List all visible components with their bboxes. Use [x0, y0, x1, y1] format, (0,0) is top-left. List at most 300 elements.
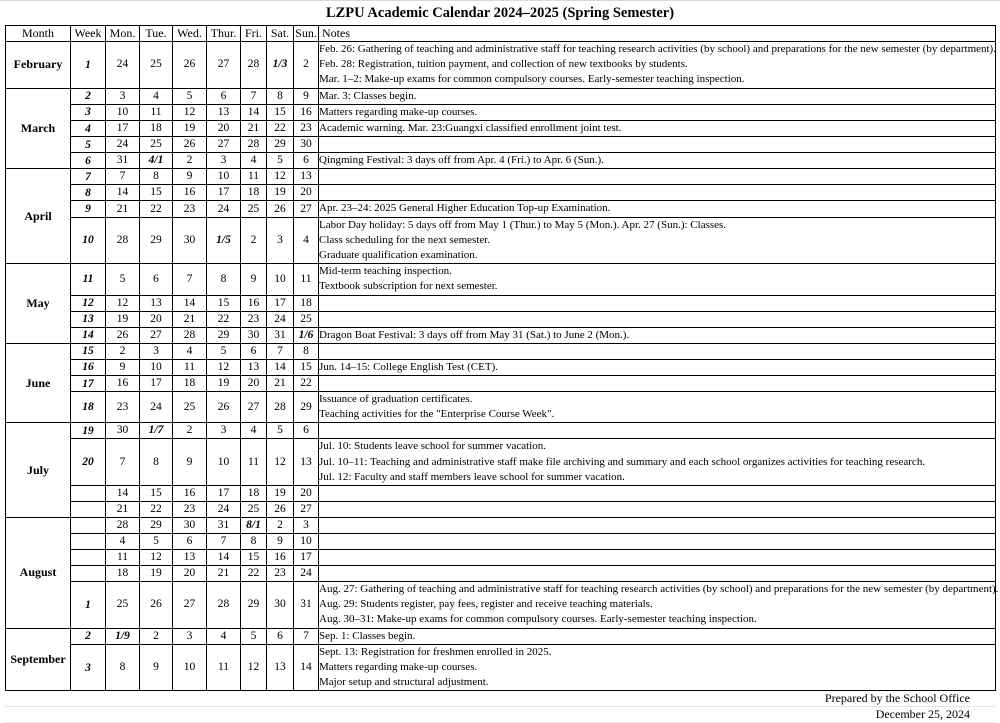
day-cell: 17 [267, 295, 294, 311]
day-cell: 16 [241, 295, 267, 311]
day-cell: 30 [267, 582, 294, 629]
day-cell: 2 [241, 217, 267, 264]
notes-cell [319, 42, 996, 89]
day-cell: 21 [267, 376, 294, 392]
calendar-row [6, 311, 996, 327]
week-cell: 15 [71, 343, 106, 359]
day-cell: 24 [106, 137, 140, 153]
week-cell: 16 [71, 359, 106, 375]
note-line: Textbook subscription for next semester. [319, 280, 498, 293]
calendar-row [6, 201, 996, 217]
day-cell: 7 [106, 439, 140, 486]
day-cell: 14 [294, 644, 319, 691]
day-cell: 8 [140, 439, 173, 486]
note-line: Aug. 30–31: Make-up exams for common compulsory courses. Early-semester teaching inspection. [319, 613, 757, 626]
column-header-tue: Tue. [140, 26, 173, 42]
day-cell: 25 [106, 582, 140, 629]
day-cell: 23 [106, 392, 140, 423]
note-line: Matters regarding make-up courses. [319, 105, 478, 118]
day-cell: 30 [294, 137, 319, 153]
day-cell: 21 [106, 502, 140, 518]
day-cell: 4 [140, 88, 173, 104]
day-cell: 1/9 [106, 628, 140, 644]
day-cell: 23 [294, 121, 319, 137]
day-cell: 12 [140, 550, 173, 566]
day-cell: 3 [173, 628, 207, 644]
day-cell: 6 [267, 628, 294, 644]
note-line: Jul. 10: Students leave school for summer vacation. [319, 440, 546, 453]
notes-cell [319, 518, 996, 534]
note-line: Academic warning. Mar. 23:Guangxi classified enrollment joint test. [319, 122, 622, 135]
calendar-table [5, 25, 999, 691]
day-cell: 4 [106, 534, 140, 550]
day-cell: 28 [106, 217, 140, 264]
note-line: Jul. 10–11: Teaching and administrative staff make file archiving and summary and each school organizes activities for teaching research. [319, 455, 926, 468]
note-line: Sept. 13: Registration for freshmen enrolled in 2025. [319, 645, 552, 658]
calendar-row [6, 295, 996, 311]
day-cell: 9 [173, 439, 207, 486]
notes-cell [319, 392, 996, 423]
note-line: Apr. 23–24: 2025 General Higher Education Top-up Examination. [319, 202, 611, 215]
day-cell: 13 [241, 359, 267, 375]
week-cell: 7 [71, 169, 106, 185]
day-cell: 13 [173, 550, 207, 566]
day-cell: 17 [294, 550, 319, 566]
calendar-row [6, 153, 996, 169]
day-cell: 10 [140, 359, 173, 375]
day-cell: 8 [267, 88, 294, 104]
day-cell: 19 [140, 566, 173, 582]
day-cell: 14 [267, 359, 294, 375]
day-cell: 1/5 [207, 217, 241, 264]
day-cell: 7 [241, 88, 267, 104]
day-cell: 12 [267, 169, 294, 185]
calendar-body [6, 42, 999, 691]
day-cell: 29 [267, 137, 294, 153]
day-cell: 4 [173, 343, 207, 359]
day-cell: 25 [241, 502, 267, 518]
notes-cell [319, 550, 996, 566]
header-row [6, 26, 996, 42]
note-line: Issuance of graduation certificates. [319, 393, 473, 406]
note-line: Mar. 3: Classes begin. [319, 89, 417, 102]
day-cell: 15 [140, 185, 173, 201]
column-header-thur: Thur. [207, 26, 241, 42]
day-cell: 8/1 [241, 518, 267, 534]
note-line: Class scheduling for the next semester. [319, 233, 491, 246]
day-cell: 6 [241, 343, 267, 359]
day-cell: 22 [140, 201, 173, 217]
note-line: Jul. 12: Faculty and staff members leave school for summer vacation. [319, 470, 625, 483]
day-cell: 26 [140, 582, 173, 629]
day-cell: 24 [140, 392, 173, 423]
day-cell: 11 [173, 359, 207, 375]
notes-cell [319, 217, 996, 264]
week-cell: 4 [71, 121, 106, 137]
prepared-by-text: Prepared by the School Office [5, 691, 995, 707]
day-cell: 8 [241, 534, 267, 550]
calendar-row [6, 217, 996, 264]
week-cell [71, 534, 106, 550]
day-cell: 19 [267, 486, 294, 502]
day-cell: 5 [173, 88, 207, 104]
column-header-wed: Wed. [173, 26, 207, 42]
day-cell: 13 [294, 169, 319, 185]
day-cell: 17 [207, 185, 241, 201]
calendar-row [6, 327, 996, 343]
day-cell: 22 [241, 566, 267, 582]
calendar-row [6, 439, 996, 486]
week-cell: 8 [71, 185, 106, 201]
notes-cell [319, 534, 996, 550]
day-cell: 11 [241, 169, 267, 185]
notes-cell [319, 104, 996, 120]
month-cell-may: May [6, 264, 71, 344]
day-cell: 20 [173, 566, 207, 582]
day-cell: 11 [294, 264, 319, 295]
notes-cell [319, 423, 996, 439]
day-cell: 24 [267, 311, 294, 327]
day-cell: 19 [207, 376, 241, 392]
day-cell: 26 [173, 137, 207, 153]
footer [5, 691, 995, 723]
notes-cell [319, 628, 996, 644]
day-cell: 5 [267, 153, 294, 169]
day-cell: 9 [294, 88, 319, 104]
note-line: Jun. 14–15: College English Test (CET). [319, 360, 498, 373]
calendar-row [6, 644, 996, 691]
day-cell: 19 [173, 121, 207, 137]
week-cell: 19 [71, 423, 106, 439]
day-cell: 12 [173, 104, 207, 120]
day-cell: 15 [241, 550, 267, 566]
day-cell: 27 [207, 137, 241, 153]
day-cell: 18 [241, 486, 267, 502]
day-cell: 27 [294, 502, 319, 518]
day-cell: 20 [241, 376, 267, 392]
day-cell: 7 [173, 264, 207, 295]
day-cell: 4 [241, 423, 267, 439]
calendar-row [6, 264, 996, 295]
week-cell: 2 [71, 628, 106, 644]
note-line: Qingming Festival: 3 days off from Apr. 4 (Fri.) to Apr. 6 (Sun.). [319, 154, 604, 167]
day-cell: 1/7 [140, 423, 173, 439]
day-cell: 9 [140, 644, 173, 691]
day-cell: 16 [294, 104, 319, 120]
calendar-row [6, 423, 996, 439]
day-cell: 18 [241, 185, 267, 201]
day-cell: 5 [207, 343, 241, 359]
day-cell: 19 [267, 185, 294, 201]
day-cell: 23 [267, 566, 294, 582]
column-header-fri: Fri. [241, 26, 267, 42]
day-cell: 18 [106, 566, 140, 582]
week-cell: 3 [71, 104, 106, 120]
day-cell: 30 [106, 423, 140, 439]
day-cell: 5 [267, 423, 294, 439]
week-cell: 17 [71, 376, 106, 392]
note-line: Aug. 29: Students register, pay fees, register and receive teaching materials. [319, 598, 653, 611]
notes-cell [319, 343, 996, 359]
day-cell: 3 [294, 518, 319, 534]
day-cell: 7 [267, 343, 294, 359]
day-cell: 14 [241, 104, 267, 120]
day-cell: 25 [173, 392, 207, 423]
day-cell: 18 [294, 295, 319, 311]
day-cell: 26 [267, 502, 294, 518]
day-cell: 21 [106, 201, 140, 217]
day-cell: 4 [241, 153, 267, 169]
calendar-row [6, 169, 996, 185]
day-cell: 27 [173, 582, 207, 629]
day-cell: 22 [294, 376, 319, 392]
day-cell: 12 [207, 359, 241, 375]
notes-cell [319, 486, 996, 502]
day-cell: 21 [173, 311, 207, 327]
notes-cell [319, 644, 996, 691]
day-cell: 3 [207, 423, 241, 439]
week-cell: 14 [71, 327, 106, 343]
week-cell: 9 [71, 201, 106, 217]
day-cell: 1/6 [294, 327, 319, 343]
day-cell: 26 [267, 201, 294, 217]
day-cell: 31 [106, 153, 140, 169]
day-cell: 20 [207, 121, 241, 137]
day-cell: 18 [140, 121, 173, 137]
calendar-row [6, 518, 996, 534]
notes-cell [319, 169, 996, 185]
month-cell-march: March [6, 88, 71, 169]
notes-cell [319, 295, 996, 311]
note-line: Feb. 28: Registration, tuition payment, and collection of new textbooks by students. [319, 58, 688, 71]
calendar-row [6, 359, 996, 375]
notes-cell [319, 264, 996, 295]
day-cell: 9 [267, 534, 294, 550]
calendar-row [6, 104, 996, 120]
day-cell: 24 [207, 502, 241, 518]
day-cell: 24 [207, 201, 241, 217]
day-cell: 30 [173, 518, 207, 534]
day-cell: 22 [267, 121, 294, 137]
month-cell-february: February [6, 42, 71, 89]
calendar-row [6, 392, 996, 423]
day-cell: 12 [267, 439, 294, 486]
day-cell: 11 [241, 439, 267, 486]
day-cell: 14 [173, 295, 207, 311]
note-line: Mar. 1–2: Make-up exams for common compulsory courses. Early-semester teaching inspection. [319, 73, 745, 86]
day-cell: 29 [294, 392, 319, 423]
day-cell: 6 [207, 88, 241, 104]
day-cell: 8 [294, 343, 319, 359]
day-cell: 31 [294, 582, 319, 629]
footer-date-text: December 25, 2024 [5, 707, 995, 723]
day-cell: 22 [140, 502, 173, 518]
month-cell-august: August [6, 518, 71, 629]
day-cell: 11 [106, 550, 140, 566]
calendar-row [6, 502, 996, 518]
day-cell: 26 [207, 392, 241, 423]
note-line: Sep. 1: Classes begin. [319, 629, 416, 642]
calendar-row [6, 88, 996, 104]
day-cell: 12 [241, 644, 267, 691]
note-line: Major setup and structural adjustment. [319, 676, 489, 689]
week-cell [71, 502, 106, 518]
day-cell: 14 [106, 185, 140, 201]
week-cell [71, 566, 106, 582]
day-cell: 7 [207, 534, 241, 550]
day-cell: 2 [106, 343, 140, 359]
column-header-sun: Sun. [295, 26, 317, 40]
note-line: Dragon Boat Festival: 3 days off from May 31 (Sat.) to June 2 (Mon.). [319, 328, 630, 341]
notes-cell [319, 137, 996, 153]
day-cell: 7 [294, 628, 319, 644]
day-cell: 23 [173, 502, 207, 518]
day-cell: 10 [267, 264, 294, 295]
week-cell: 13 [71, 311, 106, 327]
day-cell: 27 [140, 327, 173, 343]
day-cell: 28 [241, 137, 267, 153]
calendar-row [6, 343, 996, 359]
day-cell: 11 [207, 644, 241, 691]
day-cell: 27 [294, 201, 319, 217]
day-cell: 8 [207, 264, 241, 295]
calendar-row [6, 550, 996, 566]
notes-cell [319, 88, 996, 104]
week-cell: 5 [71, 137, 106, 153]
calendar-row [6, 376, 996, 392]
notes-cell [319, 376, 996, 392]
notes-cell [319, 582, 999, 629]
day-cell: 15 [140, 486, 173, 502]
week-cell [71, 518, 106, 534]
table-header [6, 26, 996, 42]
day-cell: 2 [173, 153, 207, 169]
page-title: LZPU Academic Calendar 2024–2025 (Spring Semester) [325, 5, 675, 21]
day-cell: 26 [106, 327, 140, 343]
day-cell: 3 [106, 88, 140, 104]
column-header-week: Week [71, 26, 106, 42]
day-cell: 27 [207, 42, 241, 89]
calendar-row [6, 582, 996, 629]
week-cell: 1 [71, 582, 106, 629]
day-cell: 3 [267, 217, 294, 264]
day-cell: 21 [241, 121, 267, 137]
day-cell: 11 [140, 104, 173, 120]
notes-cell [319, 502, 996, 518]
day-cell: 10 [207, 439, 241, 486]
day-cell: 28 [207, 582, 241, 629]
week-cell: 12 [71, 295, 106, 311]
notes-cell [319, 201, 996, 217]
month-cell-july: July [6, 423, 71, 518]
day-cell: 10 [207, 169, 241, 185]
day-cell: 5 [241, 628, 267, 644]
calendar-row [6, 185, 996, 201]
day-cell: 6 [140, 264, 173, 295]
day-cell: 9 [106, 359, 140, 375]
day-cell: 18 [173, 376, 207, 392]
column-header-sat: Sat. [267, 26, 294, 42]
note-line: Feb. 26: Gathering of teaching and administrative staff for teaching research activities (by school) and preparations for the new semester (by department). [319, 43, 996, 55]
notes-cell [319, 359, 996, 375]
calendar-row [6, 121, 996, 137]
day-cell: 30 [173, 217, 207, 264]
day-cell: 16 [173, 486, 207, 502]
notes-cell [319, 185, 996, 201]
day-cell: 17 [207, 486, 241, 502]
calendar-row [6, 566, 996, 582]
week-cell: 10 [71, 217, 106, 264]
day-cell: 3 [140, 343, 173, 359]
day-cell: 25 [140, 42, 173, 89]
week-cell: 18 [71, 392, 106, 423]
day-cell: 16 [106, 376, 140, 392]
note-line: Teaching activities for the "Enterprise Course Week". [319, 408, 555, 421]
note-line: Mid-term teaching inspection. [319, 265, 452, 278]
column-header-mon: Mon. [106, 26, 140, 42]
week-cell: 20 [71, 439, 106, 486]
day-cell: 9 [241, 264, 267, 295]
day-cell: 2 [267, 518, 294, 534]
day-cell: 12 [106, 295, 140, 311]
day-cell: 15 [267, 104, 294, 120]
day-cell: 13 [294, 439, 319, 486]
calendar-row [6, 42, 996, 89]
notes-cell [319, 121, 996, 137]
calendar-row [6, 628, 996, 644]
day-cell: 21 [207, 566, 241, 582]
week-cell [71, 486, 106, 502]
day-cell: 25 [241, 201, 267, 217]
notes-cell [319, 439, 996, 486]
day-cell: 24 [294, 566, 319, 582]
day-cell: 14 [106, 486, 140, 502]
week-cell: 3 [71, 644, 106, 691]
day-cell: 25 [140, 137, 173, 153]
day-cell: 10 [106, 104, 140, 120]
day-cell: 23 [241, 311, 267, 327]
day-cell: 20 [294, 486, 319, 502]
notes-cell [319, 327, 996, 343]
day-cell: 25 [294, 311, 319, 327]
week-cell: 2 [71, 88, 106, 104]
day-cell: 10 [173, 644, 207, 691]
day-cell: 14 [207, 550, 241, 566]
month-cell-june: June [6, 343, 71, 423]
day-cell: 7 [106, 169, 140, 185]
day-cell: 27 [241, 392, 267, 423]
day-cell: 3 [207, 153, 241, 169]
day-cell: 6 [294, 153, 319, 169]
day-cell: 30 [241, 327, 267, 343]
calendar-row [6, 534, 996, 550]
notes-cell [319, 153, 996, 169]
day-cell: 9 [173, 169, 207, 185]
month-cell-april: April [6, 169, 71, 264]
day-cell: 28 [241, 42, 267, 89]
day-cell: 28 [106, 518, 140, 534]
day-cell: 13 [267, 644, 294, 691]
day-cell: 4 [207, 628, 241, 644]
day-cell: 2 [173, 423, 207, 439]
day-cell: 17 [140, 376, 173, 392]
day-cell: 23 [173, 201, 207, 217]
day-cell: 15 [294, 359, 319, 375]
day-cell: 24 [106, 42, 140, 89]
day-cell: 19 [106, 311, 140, 327]
notes-cell [319, 566, 996, 582]
day-cell: 1/3 [267, 42, 294, 89]
